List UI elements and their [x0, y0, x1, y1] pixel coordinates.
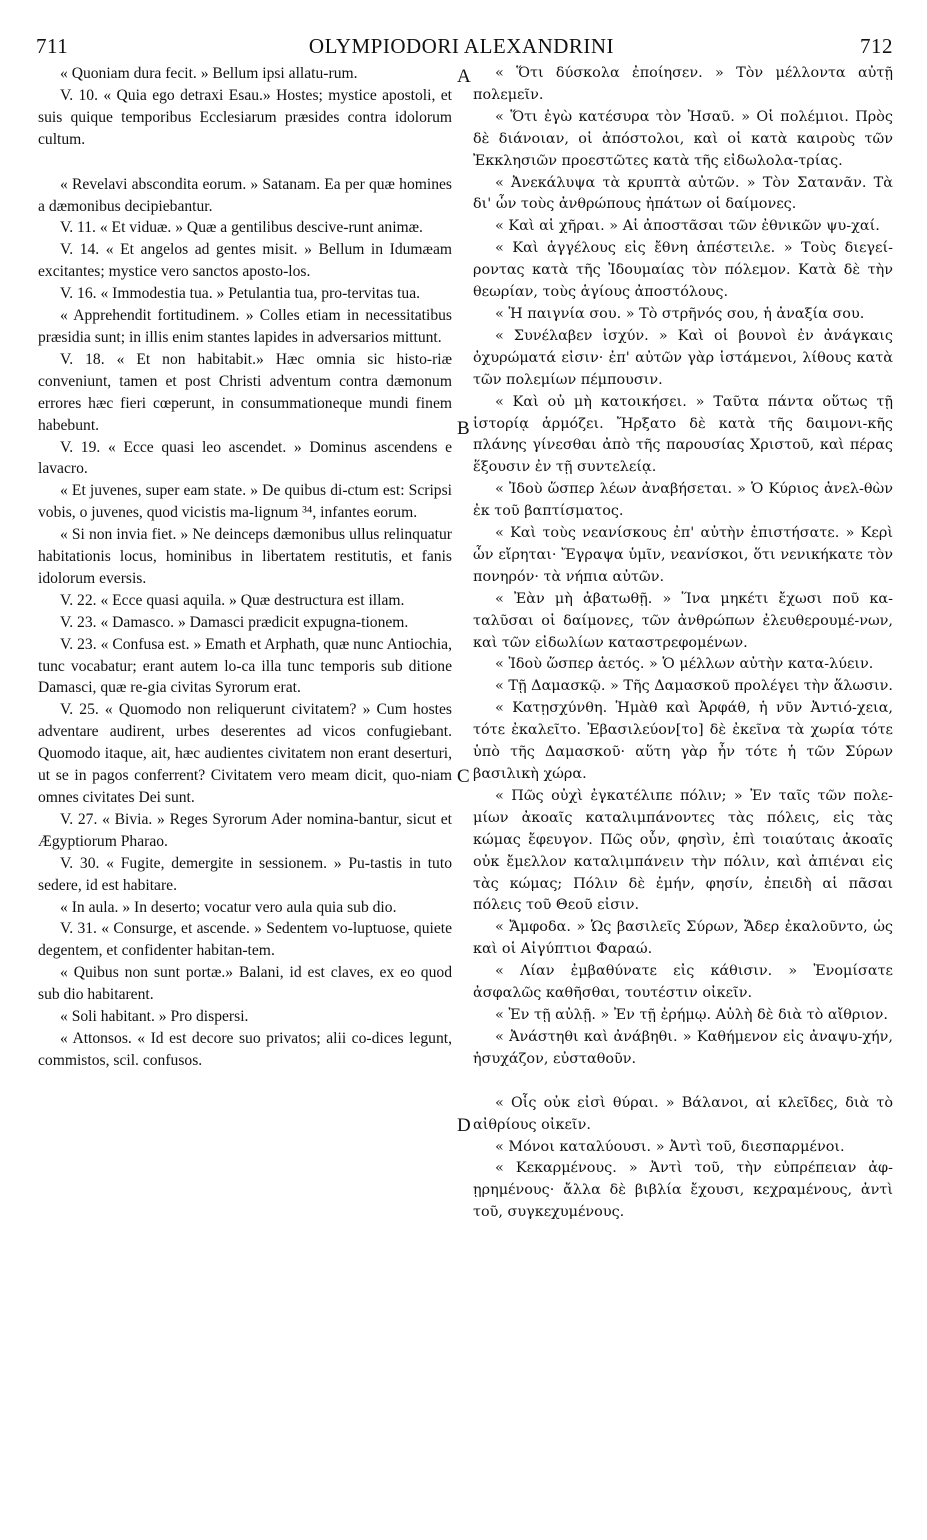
greek-paragraph: « Τῇ Δαμασκῷ. » Τῆς Δαμασκοῦ προλέγει τὴν ἅλωσιν. — [495, 678, 893, 695]
greek-paragraph: « Ἐὰν μὴ ἀβατωθῇ. » Ἵνα μηκέτι ἔχωσι ποῦ κα-ταλῦσαι οἱ δαίμονες, τῶν ἀνθρώπων ἐλευθερουμέ-νων, καὶ τῶν εἰδωλίων καταστρεφομένων. — [473, 590, 893, 651]
greek-paragraph: « Κεκαρμένους. » Ἀντὶ τοῦ, τὴν εὐπρέπειαν ἀφ-ῃρημένους· ἄλλα δὲ βιβλία ἔχουσι, κεχραμένους, ἀντὶ τοῦ, συγκεχυμένους. — [473, 1160, 893, 1221]
margin-letter-d: D — [457, 1115, 471, 1136]
latin-paragraph: « In aula. » In deserto; vocatur vero aula quia sub dio. — [60, 898, 397, 916]
latin-paragraph: V. 23. « Damasco. » Damasci prædicit expugna-tionem. — [60, 613, 409, 631]
greek-paragraph: « Λίαν ἐμβαθύνατε εἰς κάθισιν. » Ἐνομίσατε ἀσφαλῶς καθῆσθαι, τουτέστιν οἰκεῖν. — [473, 963, 893, 1002]
latin-paragraph: V. 25. « Quomodo non reliquerunt civitatem? » Cum hostes adventare audirent, urbes deserentes ad vicos confugiebant. Quomodo itaque, ait, hæc audientes civitatem non erant deserturi, ut se in pagos conferrent? Civitatem vero meam dicit, quo-niam omnes civitates Dei sunt. — [38, 701, 452, 806]
latin-paragraph: V. 22. « Ecce quasi aquila. » Quæ destructura est illam. — [60, 591, 405, 609]
latin-paragraph: « Quoniam dura fecit. » Bellum ipsi allatu-rum. — [60, 65, 358, 82]
latin-paragraph: « Si non invia fiet. » Ne deinceps dæmonibus ullus relinquatur habitationis locus, hominibus in libertatem restitutis, et fanis idolorum eversis. — [38, 526, 452, 587]
greek-paragraph: « Ὅτι ἐγὼ κατέσυρα τὸν Ἠσαῦ. » Οἱ πολέμιοι. Πρὸς δὲ διάνοιαν, οἱ ἀπόστολοι, καὶ οἱ κατὰ καιροὺς τῶν Ἐκκλησιῶν προεστῶτες κατὰ τῆς εἰδωλολα-τρίας. — [473, 108, 893, 169]
greek-paragraph: « Ἐν τῇ αὐλῇ. » Ἐν τῇ ἐρήμῳ. Αὐλὴ δὲ διὰ τὸ αἴθριον. — [495, 1006, 888, 1023]
greek-paragraph: « Οἷς οὐκ εἰσὶ θύραι. » Βάλανοι, αἱ κλεῖδες, διὰ τὸ αἰθρίους οἰκεῖν. — [473, 1094, 893, 1133]
running-title: OLYMPIODORI ALEXANDRINI — [308, 34, 615, 58]
latin-paragraph: « Soli habitant. » Pro dispersi. — [60, 1008, 249, 1026]
latin-paragraph: « Revelavi abscondita eorum. » Satanam. Ea per quæ homines a dæmonibus decipiebantur. — [38, 175, 452, 215]
left-page-number: 711 — [36, 34, 69, 58]
latin-paragraph: « Apprehendit fortitudinem. » Colles etiam in necessitatibus præsidia sunt; in illis enim stantes lapides in adversarios mittunt. — [38, 307, 452, 346]
latin-paragraph: V. 30. « Fugite, demergite in sessionem. » Pu-tastis in tuto sedere, id est habitare. — [38, 854, 452, 894]
right-page-number: 712 — [860, 34, 893, 58]
greek-column — [473, 63, 893, 1224]
latin-paragraph: V. 31. « Consurge, et ascende. » Sedentem vo-luptuose, quiete degentem, et confidenter habitan-tem. — [38, 920, 452, 960]
greek-paragraph: « Ἀνάστηθι καὶ ἀνάβηθι. » Καθήμενον εἰς ἀναψυ-χήν, ἡσυχάζον, εὐσταθοῦν. — [473, 1028, 893, 1067]
latin-paragraph: V. 16. « Immodestia tua. » Petulantia tua, pro-tervitas tua. — [60, 285, 421, 303]
page-header — [30, 34, 893, 60]
latin-paragraph: V. 11. « Et viduæ. » Quæ a gentilibus descive-runt animæ. — [60, 219, 423, 237]
latin-paragraph: V. 14. « Et angelos ad gentes misit. » Bellum in Idumæam excitantes; mystice vero sanctos aposto-los. — [38, 241, 452, 281]
greek-paragraph: « Κατῃσχύνθη. Ἡμὰθ καὶ Ἀρφάθ, ἡ νῦν Ἀντιό-χεια, τότε ἐκαλεῖτο. Ἐβασιλεύον[το] δὲ ἐκεῖνα τὰ χωρία τότε ὑπὸ τῆς Δαμασκοῦ· αὕτη γὰρ ἦν τότε ἡ τῶν Σύρων βασιλικὴ χώρα. — [473, 700, 893, 782]
greek-paragraph: « Καὶ αἱ χῆραι. » Αἱ ἀποστᾶσαι τῶν ἐθνικῶν ψυ-χαί. — [495, 218, 880, 235]
greek-paragraph: « Μόνοι καταλύουσι. » Ἀντὶ τοῦ, διεσπαρμένοι. — [495, 1138, 845, 1155]
latin-paragraph: « Et juvenes, super eam state. » De quibus di-ctum est: Scripsi vobis, o juvenes, quod vicistis ma-lignum ³⁴, infantes eorum. — [38, 482, 452, 522]
greek-paragraph: « Ἡ παιγνία σου. » Τὸ στρῆνός σου, ἡ ἀναξία σου. — [495, 305, 865, 322]
latin-paragraph: V. 23. « Confusa est. » Emath et Arphath, quæ nunc Antiochia, tunc vocabatur; erant autem lo-ca illa tunc temporis sub ditione Damasci, quæ re-gia civitas Syrorum erat. — [38, 635, 452, 697]
greek-paragraph: « Καὶ οὐ μὴ κατοικήσει. » Ταῦτα πάντα οὕτως τῇ ἱστορίᾳ ἁρμόζει. Ἤρξατο δὲ κατὰ τῆς δαιμονι-κῆς πλάνης γίνεσθαι ἀπὸ τῆς παρουσίας Χριστοῦ, καὶ πέρας ἕξουσιν ἐν τῇ συντελείᾳ. — [473, 393, 893, 476]
latin-column — [38, 63, 452, 1072]
greek-paragraph: « Καὶ ἀγγέλους εἰς ἔθνη ἀπέστειλε. » Τοὺς διεγεί-ροντας κατὰ τῆς Ἰδουμαίας τὸν πόλεμον. Κατὰ δὲ τὴν θεωρίαν, τοὺς ἁγίους ἀποστόλους. — [473, 240, 893, 301]
latin-paragraph: « Quibus non sunt portæ.» Balani, id est claves, ex eo quod sub dio habitarent. — [38, 964, 452, 1004]
greek-paragraph: « Ὅτι δύσκολα ἐποίησεν. » Τὸν μέλλοντα αὐτῇ πολεμεῖν. — [473, 65, 893, 103]
greek-paragraph: « Ἰδοὺ ὥσπερ λέων ἀναβήσεται. » Ὁ Κύριος ἀνελ-θὼν ἐκ τοῦ βαπτίσματος. — [473, 481, 893, 520]
latin-paragraph: V. 10. « Quia ego detraxi Esau.» Hostes; mystice apostoli, et suis quique temporibus Ecclesiarum præsides contra idolorum cultum. — [38, 86, 452, 148]
latin-paragraph: « Attonsos. « Id est decore suo privatos; alii co-dices legunt, commistos, scil. confusos. — [38, 1029, 452, 1069]
margin-letter-b: B — [457, 418, 470, 439]
greek-paragraph: « Ἄμφοδα. » Ὡς βασιλεῖς Σύρων, Ἄδερ ἐκαλοῦντο, ὡς καὶ οἱ Αἰγύπτιοι Φαραώ. — [473, 919, 893, 958]
greek-paragraph: « Συνέλαβεν ἰσχύν. » Καὶ οἱ βουνοὶ ἐν ἀνάγκαις ὀχυρώματά εἰσιν· ἐπ' αὐτῶν γὰρ ἱστάμενοι, λίθους κατὰ τῶν πολεμίων πέμπουσιν. — [473, 327, 893, 388]
latin-paragraph: V. 27. « Bivia. » Reges Syrorum Ader nomina-bantur, sicut et Ægyptiorum Pharao. — [38, 810, 452, 850]
margin-letter-c: C — [457, 766, 470, 787]
greek-paragraph: « Πῶς οὐχὶ ἐγκατέλιπε πόλιν; » Ἐν ταῖς τῶν πολε-μίων ἀκοαῖς καταλιμπάνοντες τὰς πόλεις, εἰς τὰς κώμας ἔφευγον. Πῶς οὖν, φησὶν, ἐπὶ τοιαύταις ἀκοαῖς οὐκ ἔμελλον καταλιμπάνειν τὴν πόλιν, καὶ ἀπιέναι εἰς τὰς κώμας; Πόλιν δὲ ἐμήν, φησίν, ἐπειδὴ αἱ πᾶσαι πόλεις τοῦ Θεοῦ εἰσιν. — [473, 787, 893, 914]
greek-paragraph: « Ἰδοὺ ὥσπερ ἀετός. » Ὁ μέλλων αὐτὴν κατα-λύειν. — [495, 656, 874, 673]
greek-paragraph: « Καὶ τοὺς νεανίσκους ἐπ' αὐτὴν ἐπιστήσατε. » Κερὶ ὧν εἴρηται· Ἔγραψα ὑμῖν, νεανίσκοι, ὅτι νενικήκατε τὸν πονηρόν· τὰ νήπια αὐτῶν. — [473, 525, 893, 585]
margin-letter-a: A — [457, 66, 471, 87]
latin-paragraph: V. 18. « Et non habitabit.» Hæc omnia sic histo-riæ conveniunt, tamen et post Christi adventum contra dæmonum errores hæc fieri cœperunt, in consummationeque mundi finem habebunt. — [38, 350, 452, 434]
greek-paragraph: « Ἀνεκάλυψα τὰ κρυπτὰ αὐτῶν. » Τὸν Σατανᾶν. Τὰ δι' ὧν τοὺς ἀνθρώπους ἠπάτων οἱ δαίμονες. — [473, 174, 893, 213]
latin-paragraph: V. 19. « Ecce quasi leo ascendet. » Dominus ascendens e lavacro. — [38, 438, 452, 478]
